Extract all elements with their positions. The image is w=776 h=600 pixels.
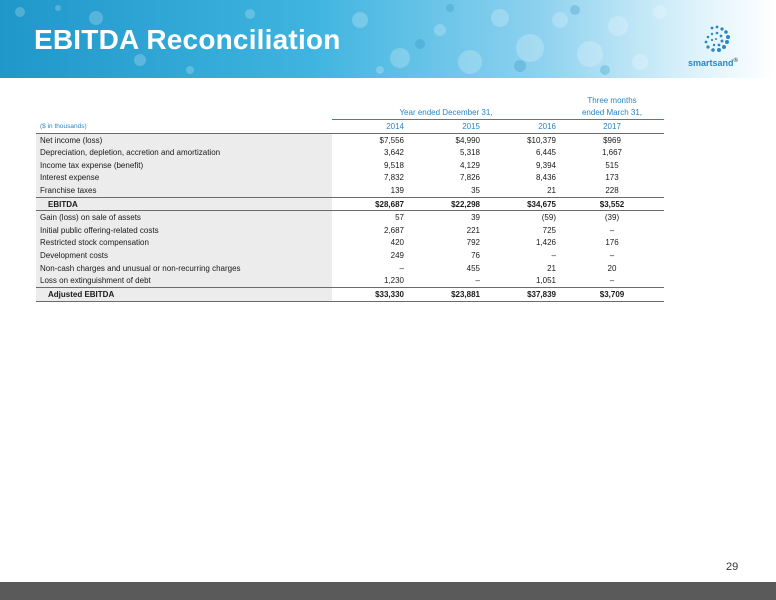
cell: 1,426 xyxy=(535,238,556,248)
cell: 249 xyxy=(390,250,404,260)
cell: $10,379 xyxy=(527,135,556,145)
units-label: ($ in thousands) xyxy=(36,120,332,134)
table-row xyxy=(36,237,664,250)
cell: (39) xyxy=(604,213,620,223)
cell: 139 xyxy=(332,184,408,197)
cell: 9,518 xyxy=(383,160,404,170)
cell: – xyxy=(609,225,615,235)
cell: $37,839 xyxy=(484,287,560,301)
cell: $969 xyxy=(603,135,621,145)
cell: 5,318 xyxy=(459,148,480,158)
cell: 420 xyxy=(390,238,404,248)
table-row xyxy=(36,146,664,159)
cell: 8,436 xyxy=(535,173,556,183)
cell: $4,990 xyxy=(455,135,480,145)
logo-swirl-icon xyxy=(688,22,768,58)
cell: $7,556 xyxy=(379,135,404,145)
row-label: Income tax expense (benefit) xyxy=(36,159,332,172)
cell: $34,675 xyxy=(484,197,560,211)
row-label: Restricted stock compensation xyxy=(36,237,332,250)
ebitda-table xyxy=(36,94,664,302)
cell: 7,826 xyxy=(459,173,480,183)
logo-wordmark-text: smartsand xyxy=(688,58,734,68)
table-row xyxy=(36,262,664,275)
cell: – xyxy=(408,274,484,287)
cell: $3,709 xyxy=(560,287,664,301)
cell: $22,298 xyxy=(408,197,484,211)
table-row xyxy=(36,249,664,262)
table-row xyxy=(36,159,664,172)
row-label: Interest expense xyxy=(36,172,332,185)
cell: 176 xyxy=(605,238,619,248)
three-months-header-line2: ended March 31, xyxy=(560,107,664,120)
cell: 6,445 xyxy=(535,148,556,158)
title-banner xyxy=(0,0,776,78)
cell: 20 xyxy=(607,263,617,273)
cell: 221 xyxy=(466,225,480,235)
cell: $23,881 xyxy=(408,287,484,301)
table-row xyxy=(36,184,664,197)
row-label: Initial public offering-related costs xyxy=(36,224,332,237)
ebitda-subtotal-row xyxy=(36,197,664,211)
row-label: Loss on extinguishment of debt xyxy=(36,274,332,287)
row-label: Development costs xyxy=(36,249,332,262)
table-row xyxy=(36,224,664,237)
column-header: 2014 xyxy=(332,120,408,134)
cell: 515 xyxy=(605,160,619,170)
cell: 21 xyxy=(484,184,560,197)
cell: 9,394 xyxy=(535,160,556,170)
row-label: Franchise taxes xyxy=(36,184,332,197)
table-row xyxy=(36,274,664,287)
page-title: EBITDA Reconciliation xyxy=(34,24,341,55)
cell: 1,230 xyxy=(332,274,408,287)
cell: 1,051 xyxy=(484,274,560,287)
cell: 76 xyxy=(471,250,480,260)
cell: $3,552 xyxy=(560,197,664,211)
cell: – xyxy=(560,274,664,287)
cell: 725 xyxy=(542,225,556,235)
row-label: Adjusted EBITDA xyxy=(36,287,332,301)
table-row xyxy=(36,211,664,224)
page-number: 29 xyxy=(726,561,739,573)
row-label: Depreciation, depletion, accretion and amortization xyxy=(36,146,332,159)
column-header-row xyxy=(36,120,664,134)
cell: 173 xyxy=(605,173,619,183)
column-header: 2016 xyxy=(484,120,560,134)
cell: – xyxy=(609,250,615,260)
cell: 792 xyxy=(466,238,480,248)
column-header: 2015 xyxy=(408,120,484,134)
year-ended-header: Year ended December 31, xyxy=(332,107,560,120)
cell: 21 xyxy=(547,263,556,273)
table-row xyxy=(36,172,664,185)
smartsand-logo xyxy=(688,22,768,72)
cell: 455 xyxy=(466,263,480,273)
cell: 4,129 xyxy=(459,160,480,170)
cell: – xyxy=(399,263,404,273)
row-label: Gain (loss) on sale of assets xyxy=(36,211,332,224)
cell: 3,642 xyxy=(383,148,404,158)
row-label: EBITDA xyxy=(36,197,332,211)
logo-wordmark xyxy=(688,58,738,68)
cell: (59) xyxy=(541,213,556,223)
cell: 2,687 xyxy=(383,225,404,235)
column-header: 2017 xyxy=(560,120,664,134)
cell: $33,330 xyxy=(332,287,408,301)
cell: 1,667 xyxy=(601,148,623,158)
logo-trademark: ® xyxy=(733,58,738,64)
row-label: Net income (loss) xyxy=(36,133,332,146)
adjusted-ebitda-total-row xyxy=(36,287,664,301)
cell: – xyxy=(551,250,556,260)
three-months-header-line1: Three months xyxy=(587,95,637,105)
cell: 228 xyxy=(560,184,664,197)
cell: 39 xyxy=(471,213,480,223)
cell: 7,832 xyxy=(383,173,404,183)
table-row xyxy=(36,133,664,146)
cell: 35 xyxy=(408,184,484,197)
cell: $28,687 xyxy=(332,197,408,211)
cell: 57 xyxy=(395,213,404,223)
row-label: Non-cash charges and unusual or non-recurring charges xyxy=(36,262,332,275)
footer-bar xyxy=(0,582,776,600)
